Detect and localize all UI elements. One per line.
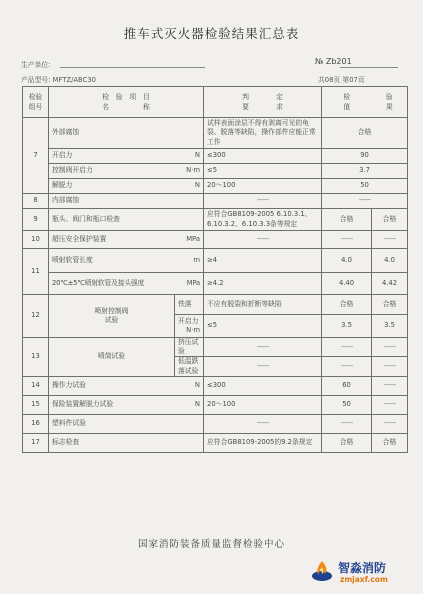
item-name: 塑料件试验 [49,414,204,433]
item-name: 解脱力 N [49,179,204,194]
table-row [23,209,408,231]
value-cell: 合格 [322,433,372,452]
item-name: 20℃±5℃喷射软管及接头强度 MPa [49,273,204,295]
requirement: ≤300 [204,149,322,164]
item-name: 控制阀开启力 N·m [49,164,204,179]
value-cell: —— [322,357,372,376]
page-info: 共08页 第07页 [318,76,365,84]
result-cell: —— [372,357,408,376]
item-name: 保险装置解脱力试验 N [49,395,204,414]
value-cell: —— [322,414,372,433]
group-no: 17 [23,433,49,452]
unit-underline [60,67,205,68]
value-cell: 合格 [322,209,372,231]
result-merged: 3.7 [322,164,408,179]
table-row [23,338,408,357]
table-row [23,231,408,249]
result-cell: 3.5 [372,315,408,338]
group-no: 12 [23,295,49,338]
group-name: 喷射控制阀 试验 [49,295,175,338]
result-merged: 90 [322,149,408,164]
item-name: 低温跌落试验 [175,357,204,376]
requirement: 应符合GB8109-2005的9.2条规定 [204,433,322,452]
value-cell: —— [322,231,372,249]
value-cell: —— [322,338,372,357]
flame-logo-icon [310,559,334,583]
value-cell: 合格 [322,295,372,315]
requirement: 不应有脱裂和折断等缺陷 [204,295,322,315]
table-row [23,194,408,209]
group-no: 14 [23,376,49,395]
requirement: —— [204,231,322,249]
table-row [23,295,408,315]
value-cell: 4.0 [322,249,372,273]
item-name: 超压安全保护装置 MPa [49,231,204,249]
requirement: —— [204,194,322,209]
requirement: ≥4 [204,249,322,273]
result-cell: —— [372,395,408,414]
production-unit-label: 生产单位: [21,61,51,69]
table-row [23,376,408,395]
group-no: 11 [23,249,49,295]
requirement: ≤5 [204,164,322,179]
result-cell: —— [372,338,408,357]
result-cell: 合格 [372,295,408,315]
group-no: 9 [23,209,49,231]
requirement: —— [204,414,322,433]
document-title: 推车式灭火器检验结果汇总表 [123,26,300,41]
header-group-no: 检验 组号 [23,87,49,118]
item-name: 操作力试验 N [49,376,204,395]
group-no: 15 [23,395,49,414]
inspection-table [22,86,408,453]
number-underline [340,67,398,68]
table-row [23,179,408,194]
product-model: 产品型号: MFTZ/ABC30 [21,76,96,84]
table-row [23,273,408,295]
group-no: 13 [23,338,49,377]
table-row [23,118,408,149]
group-no: 10 [23,231,49,249]
result-cell: —— [372,231,408,249]
value-cell: 50 [322,395,372,414]
result-cell: 4.0 [372,249,408,273]
header-requirement: 判 定 要 求 [204,87,322,118]
group-no: 8 [23,194,49,209]
header-value: 检 值 [322,87,372,118]
value-cell: 3.5 [322,315,372,338]
item-name: 瓶头、阀门和瓶口检查 [49,209,204,231]
item-name: 铁落 [175,295,204,315]
table-row [23,414,408,433]
item-name: 外部腐蚀 [49,118,204,149]
item-name: 开启力 N·m [175,315,204,338]
item-name: 开启力 N [49,149,204,164]
report-number: № Zb201 [315,57,352,66]
result-cell: —— [372,376,408,395]
table-row [23,433,408,452]
table-row [23,395,408,414]
requirement: 试样表面涂层不得有剥离可见的龟裂、脱落等缺陷，操作部件应能正常工作 [204,118,322,149]
table-header-row [23,87,408,118]
watermark-logo [306,556,418,590]
table-row [23,249,408,273]
requirement: ≤5 [204,315,322,338]
group-no: 16 [23,414,49,433]
result-cell: 合格 [372,209,408,231]
table-row [23,164,408,179]
result-cell: 4.42 [372,273,408,295]
requirement: —— [204,338,322,357]
header-result: 验 果 [372,87,408,118]
result-merged: —— [322,194,408,209]
item-name: 挤压试验 [175,338,204,357]
requirement: ≤300 [204,376,322,395]
result-merged: 合格 [322,118,408,149]
value-cell: 60 [322,376,372,395]
value-cell: 4.40 [322,273,372,295]
item-name: 标志检查 [49,433,204,452]
requirement: 应符合GB8109-2005 6.10.3.1、6.10.3.2、6.10.3.3条等规定 [204,209,322,231]
group-no: 7 [23,118,49,194]
requirement: ≥4.2 [204,273,322,295]
requirement: 20～100 [204,179,322,194]
logo-url: zmjaxf.com [340,575,388,584]
result-cell: —— [372,414,408,433]
header-item-name: 检 验 项 目 名 称 [49,87,204,118]
issuing-organization: 国家消防装备质量监督检验中心 [137,539,285,550]
result-merged: 50 [322,179,408,194]
requirement: —— [204,357,322,376]
item-name: 喷射软管长度 m [49,249,204,273]
logo-title: 智淼消防 [338,561,387,575]
item-name: 内部腐蚀 [49,194,204,209]
requirement: 20～100 [204,395,322,414]
result-cell: 合格 [372,433,408,452]
group-name: 喷筒试验 [49,338,175,377]
table-row [23,149,408,164]
